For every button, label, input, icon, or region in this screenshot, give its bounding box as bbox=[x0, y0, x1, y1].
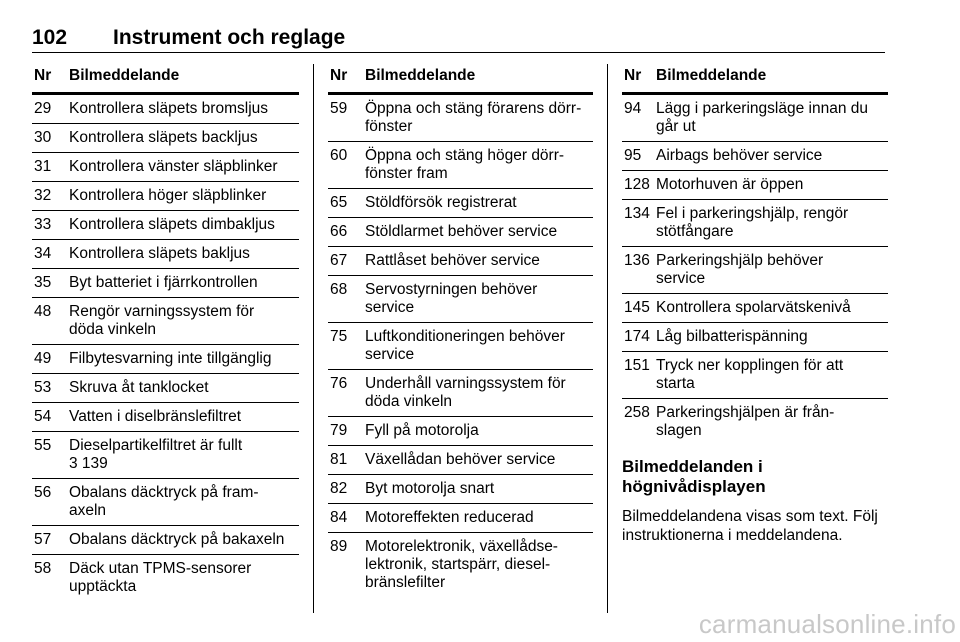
table-row bbox=[328, 323, 593, 370]
message-label: Airbags behöver service bbox=[656, 147, 823, 164]
message-label: Vatten i diselbränslefiltret bbox=[69, 408, 242, 425]
table-row bbox=[328, 189, 593, 218]
message-number: 57 bbox=[34, 531, 52, 548]
message-number: 49 bbox=[34, 350, 52, 367]
message-text bbox=[656, 176, 888, 194]
message-number: 67 bbox=[330, 252, 348, 269]
message-label: Fyll på motorolja bbox=[365, 422, 479, 439]
message-number: 35 bbox=[34, 274, 52, 291]
table-body bbox=[622, 95, 888, 445]
table-row bbox=[32, 95, 299, 124]
table-row bbox=[32, 298, 299, 345]
message-number: 128 bbox=[624, 176, 650, 193]
message-text bbox=[365, 194, 593, 212]
page-title: Instrument och reglage bbox=[113, 26, 346, 49]
table-row bbox=[622, 200, 888, 247]
message-text bbox=[365, 100, 593, 136]
message-text bbox=[69, 245, 299, 263]
message-label: Motoreffekten reducerad bbox=[365, 509, 534, 526]
message-text bbox=[69, 560, 299, 596]
message-table-column-2 bbox=[328, 64, 593, 597]
message-number: 76 bbox=[330, 375, 348, 392]
message-text bbox=[69, 408, 299, 426]
message-number: 84 bbox=[330, 509, 348, 526]
message-number: 29 bbox=[34, 100, 52, 117]
message-number: 30 bbox=[34, 129, 52, 146]
table-row bbox=[32, 479, 299, 526]
header-message: Bilmeddelande bbox=[656, 67, 767, 84]
message-label: Parkeringshjälpen är från- slagen bbox=[656, 404, 835, 439]
message-text bbox=[69, 484, 299, 520]
message-table-column-1 bbox=[32, 64, 299, 601]
table-row bbox=[32, 374, 299, 403]
message-label: Fel i parkeringshjälp, rengör stötfångare bbox=[656, 205, 849, 240]
message-text bbox=[69, 437, 299, 473]
message-number: 65 bbox=[330, 194, 348, 211]
message-label: Luftkonditioneringen behöver service bbox=[365, 328, 565, 363]
table-row bbox=[32, 345, 299, 374]
message-number: 145 bbox=[624, 299, 650, 316]
message-number: 151 bbox=[624, 357, 650, 374]
section-heading: Bilmeddelanden i högnivådisplayen bbox=[622, 457, 766, 496]
table-row bbox=[622, 323, 888, 352]
table-row bbox=[328, 446, 593, 475]
table-row bbox=[622, 171, 888, 200]
message-number: 59 bbox=[330, 100, 348, 117]
message-number: 53 bbox=[34, 379, 52, 396]
message-text bbox=[656, 147, 888, 165]
table-row bbox=[622, 142, 888, 171]
message-number: 33 bbox=[34, 216, 52, 233]
table-row bbox=[622, 95, 888, 142]
watermark: carmanualsonline.info bbox=[698, 609, 956, 639]
message-label: Motorelektronik, växellådse- lektronik, startspärr, diesel- bränslefilter bbox=[365, 538, 558, 591]
message-label: Kontrollera släpets dimbakljus bbox=[69, 216, 275, 233]
message-number: 32 bbox=[34, 187, 52, 204]
message-label: Kontrollera släpets bromsljus bbox=[69, 100, 269, 117]
message-text bbox=[365, 509, 593, 527]
table-row bbox=[328, 95, 593, 142]
message-label: Kontrollera släpets bakljus bbox=[69, 245, 250, 262]
message-label: Öppna och stäng förarens dörr- fönster bbox=[365, 100, 582, 135]
message-label: Rengör varningssystem för döda vinkeln bbox=[69, 303, 255, 338]
table-row bbox=[32, 240, 299, 269]
message-text bbox=[365, 480, 593, 498]
message-label: Dieselpartikelfiltret är fullt bbox=[69, 437, 243, 454]
message-label: Byt motorolja snart bbox=[365, 480, 495, 497]
message-text bbox=[365, 281, 593, 317]
table-body bbox=[328, 95, 593, 597]
message-label: Däck utan TPMS-sensorer upptäckta bbox=[69, 560, 252, 595]
message-text bbox=[656, 328, 888, 346]
message-text bbox=[69, 531, 299, 549]
table-body bbox=[32, 95, 299, 601]
table-row bbox=[622, 294, 888, 323]
header-message: Bilmeddelande bbox=[69, 67, 180, 84]
message-text bbox=[656, 252, 888, 288]
message-number: 54 bbox=[34, 408, 52, 425]
table-row bbox=[328, 533, 593, 597]
table-row bbox=[32, 269, 299, 298]
message-label: Rattlåset behöver service bbox=[365, 252, 540, 269]
message-label: Kontrollera spolarvätskenivå bbox=[656, 299, 851, 316]
table-row bbox=[32, 124, 299, 153]
message-text bbox=[656, 404, 888, 440]
message-table-column-3 bbox=[622, 64, 888, 545]
message-label: Underhåll varningssystem för döda vinkeln bbox=[365, 375, 566, 410]
message-text bbox=[69, 129, 299, 147]
message-number: 134 bbox=[624, 205, 650, 222]
message-number: 66 bbox=[330, 223, 348, 240]
table-header bbox=[32, 64, 299, 95]
header-nr: Nr bbox=[330, 67, 348, 84]
message-label: Servostyrningen behöver service bbox=[365, 281, 538, 316]
table-row bbox=[328, 370, 593, 417]
message-label: Kontrollera släpets backljus bbox=[69, 129, 258, 146]
message-number: 34 bbox=[34, 245, 52, 262]
message-number: 31 bbox=[34, 158, 52, 175]
table-row bbox=[622, 352, 888, 399]
message-label: Lägg i parkeringsläge innan du går ut bbox=[656, 100, 868, 135]
table-row bbox=[328, 247, 593, 276]
message-text bbox=[69, 158, 299, 176]
message-number: 136 bbox=[624, 252, 650, 269]
message-number: 60 bbox=[330, 147, 348, 164]
message-label: Kontrollera höger släpblinker bbox=[69, 187, 267, 204]
table-row bbox=[328, 475, 593, 504]
table-row bbox=[32, 555, 299, 601]
page-reference-link[interactable]: 3 139 bbox=[69, 455, 108, 472]
table-row bbox=[32, 153, 299, 182]
message-text bbox=[69, 350, 299, 368]
message-text bbox=[365, 147, 593, 183]
message-text bbox=[365, 422, 593, 440]
message-number: 82 bbox=[330, 480, 348, 497]
message-number: 55 bbox=[34, 437, 52, 454]
table-row bbox=[328, 504, 593, 533]
message-label: Låg bilbatterispänning bbox=[656, 328, 808, 345]
page-header bbox=[32, 26, 885, 53]
table-row bbox=[32, 211, 299, 240]
message-number: 258 bbox=[624, 404, 650, 421]
message-label: Parkeringshjälp behöver service bbox=[656, 252, 824, 287]
table-row bbox=[622, 399, 888, 445]
header-message: Bilmeddelande bbox=[365, 67, 476, 84]
message-text bbox=[656, 100, 888, 136]
table-header bbox=[622, 64, 888, 95]
message-number: 48 bbox=[34, 303, 52, 320]
header-nr: Nr bbox=[34, 67, 52, 84]
message-label: Byt batteriet i fjärrkontrollen bbox=[69, 274, 258, 291]
message-number: 56 bbox=[34, 484, 52, 501]
message-label: Obalans däcktryck på bakaxeln bbox=[69, 531, 285, 548]
message-label: Motorhuven är öppen bbox=[656, 176, 804, 193]
message-text bbox=[69, 216, 299, 234]
column-divider bbox=[607, 64, 608, 613]
message-label: Öppna och stäng höger dörr- fönster fram bbox=[365, 147, 565, 182]
page-number: 102 bbox=[32, 26, 68, 49]
table-row bbox=[32, 432, 299, 479]
message-label: Växellådan behöver service bbox=[365, 451, 556, 468]
message-label: Stöldförsök registrerat bbox=[365, 194, 517, 211]
message-number: 94 bbox=[624, 100, 642, 117]
table-row bbox=[328, 142, 593, 189]
table-row bbox=[32, 182, 299, 211]
message-label: Obalans däcktryck på fram- axeln bbox=[69, 484, 259, 519]
table-row bbox=[32, 526, 299, 555]
message-text bbox=[365, 252, 593, 270]
message-number: 89 bbox=[330, 538, 348, 555]
message-number: 95 bbox=[624, 147, 642, 164]
message-label: Stöldlarmet behöver service bbox=[365, 223, 558, 240]
table-row bbox=[328, 218, 593, 247]
message-label: Skruva åt tanklocket bbox=[69, 379, 209, 396]
message-text bbox=[69, 187, 299, 205]
message-label: Kontrollera vänster släpblinker bbox=[69, 158, 278, 175]
message-text bbox=[69, 303, 299, 339]
table-row bbox=[32, 403, 299, 432]
table-row bbox=[328, 276, 593, 323]
message-text bbox=[365, 538, 593, 592]
message-text bbox=[365, 451, 593, 469]
table-header bbox=[328, 64, 593, 95]
message-text bbox=[365, 223, 593, 241]
message-number: 81 bbox=[330, 451, 348, 468]
message-number: 75 bbox=[330, 328, 348, 345]
message-text bbox=[365, 328, 593, 364]
message-label: Filbytesvarning inte tillgänglig bbox=[69, 350, 272, 367]
message-text bbox=[365, 375, 593, 411]
table-row bbox=[622, 247, 888, 294]
message-number: 58 bbox=[34, 560, 52, 577]
section-body-text: Bilmeddelandena visas som text. Följ instruktionerna i meddelandena. bbox=[622, 508, 878, 544]
message-text bbox=[656, 205, 888, 241]
message-number: 79 bbox=[330, 422, 348, 439]
column-divider bbox=[313, 64, 314, 613]
table-row bbox=[328, 417, 593, 446]
message-text bbox=[69, 274, 299, 292]
message-text bbox=[69, 100, 299, 118]
message-number: 68 bbox=[330, 281, 348, 298]
message-text bbox=[69, 379, 299, 397]
message-text bbox=[656, 357, 888, 393]
message-label: Tryck ner kopplingen för att starta bbox=[656, 357, 844, 392]
message-number: 174 bbox=[624, 328, 650, 345]
message-text bbox=[656, 299, 888, 317]
header-nr: Nr bbox=[624, 67, 642, 84]
